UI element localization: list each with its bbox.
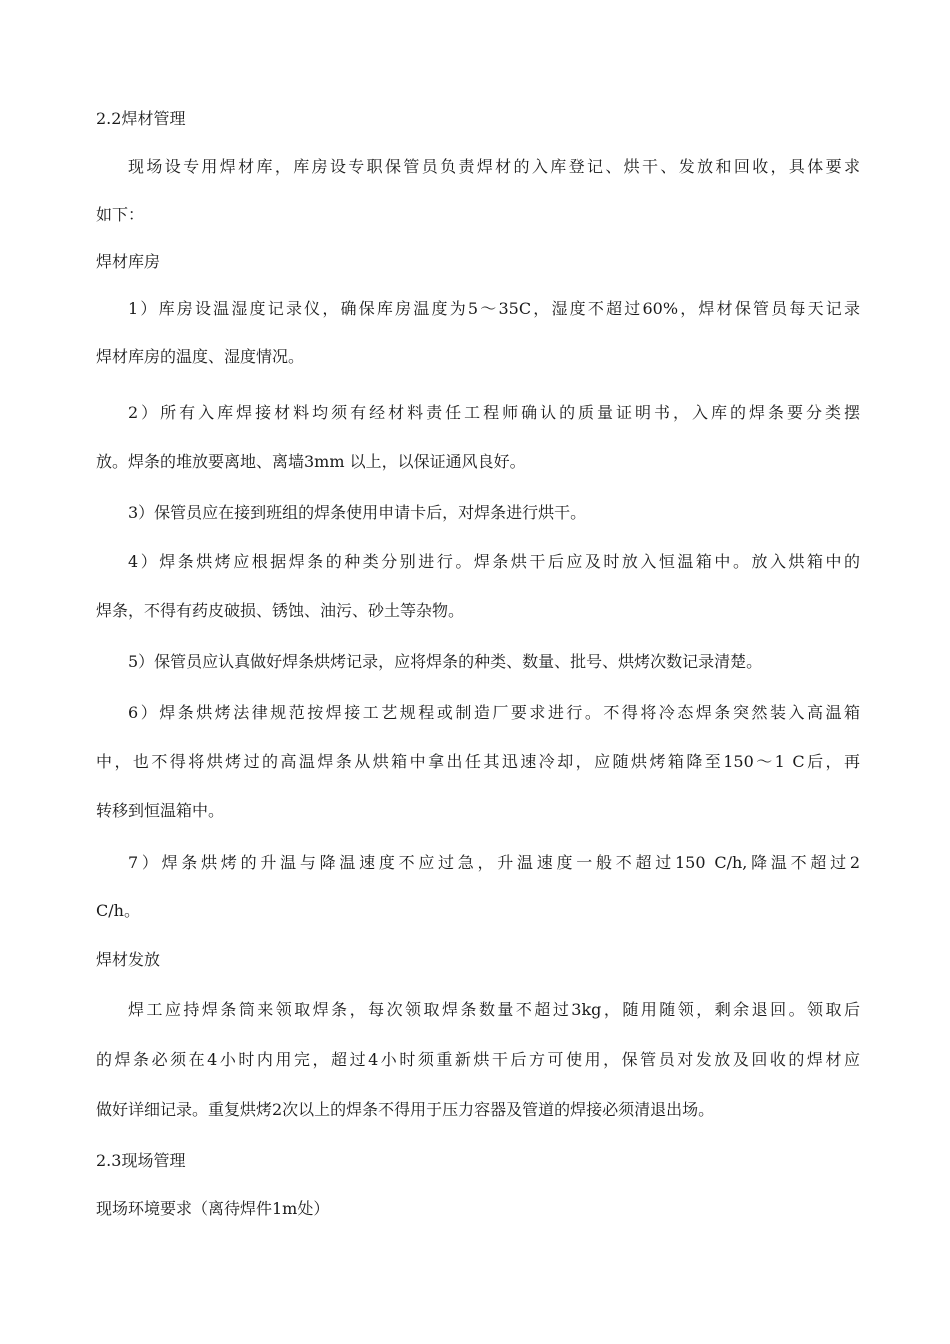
list-item-6: 6）焊条烘烤法律规范按焊接工艺规程或制造厂要求进行。不得将冷态焊条突然装入高温箱 [128,703,860,722]
list-item-7-continued: C/h。 [96,901,140,920]
list-item-6-continued: 转移到恒温箱中。 [96,801,225,820]
list-item-4: 4）焊条烘烤应根据焊条的种类分别进行。焊条烘干后应及时放入恒温箱中。放入烘箱中的 [128,552,860,571]
list-item-6-continued: 中，也不得将烘烤过的高温焊条从烘箱中拿出任其迅速冷却，应随烘烤箱降至150〜1 C后，再 [96,752,860,771]
section-heading-2-2: 2.2焊材管理 [96,109,186,128]
subheading-issue: 焊材发放 [96,950,161,969]
list-item-1: 1）库房设温湿度记录仪，确保库房温度为5〜35C，湿度不超过60%，焊材保管员每天记录 [128,299,860,318]
section-heading-2-3: 2.3现场管理 [96,1151,186,1170]
site-environment-heading: 现场环境要求（离待焊件1m处） [96,1199,330,1218]
issue-paragraph-line: 的焊条必须在4小时内用完，超过4小时须重新烘干后方可使用，保管员对发放及回收的焊材应 [96,1050,860,1069]
list-item-7: 7）焊条烘烤的升温与降温速度不应过急，升温速度一般不超过150 C/h,降温不超过2 [128,853,860,872]
intro-paragraph-line: 现场设专用焊材库，库房设专职保管员负责焊材的入库登记、烘干、发放和回收，具体要求 [128,157,860,176]
list-item-4-continued: 焊条，不得有药皮破损、锈蚀、油污、砂土等杂物。 [96,601,465,620]
intro-paragraph-line: 如下： [96,205,145,224]
issue-paragraph-line: 焊工应持焊条筒来领取焊条，每次领取焊条数量不超过3kg，随用随领，剩余退回。领取后 [128,1000,860,1019]
list-item-3: 3）保管员应在接到班组的焊条使用申请卡后，对焊条进行烘干。 [128,503,587,522]
list-item-2-continued: 放。焊条的堆放要离地、离墙3mm 以上，以保证通风良好。 [96,452,526,471]
subheading-storage: 焊材库房 [96,252,161,271]
list-item-2: 2）所有入库焊接材料均须有经材料责任工程师确认的质量证明书，入库的焊条要分类摆 [128,403,860,422]
issue-paragraph-line: 做好详细记录。重复烘烤2次以上的焊条不得用于压力容器及管道的焊接必须清退出场。 [96,1100,715,1119]
list-item-1-continued: 焊材库房的温度、湿度情况。 [96,347,305,366]
list-item-5: 5）保管员应认真做好焊条烘烤记录，应将焊条的种类、数量、批号、烘烤次数记录清楚。 [128,652,763,671]
